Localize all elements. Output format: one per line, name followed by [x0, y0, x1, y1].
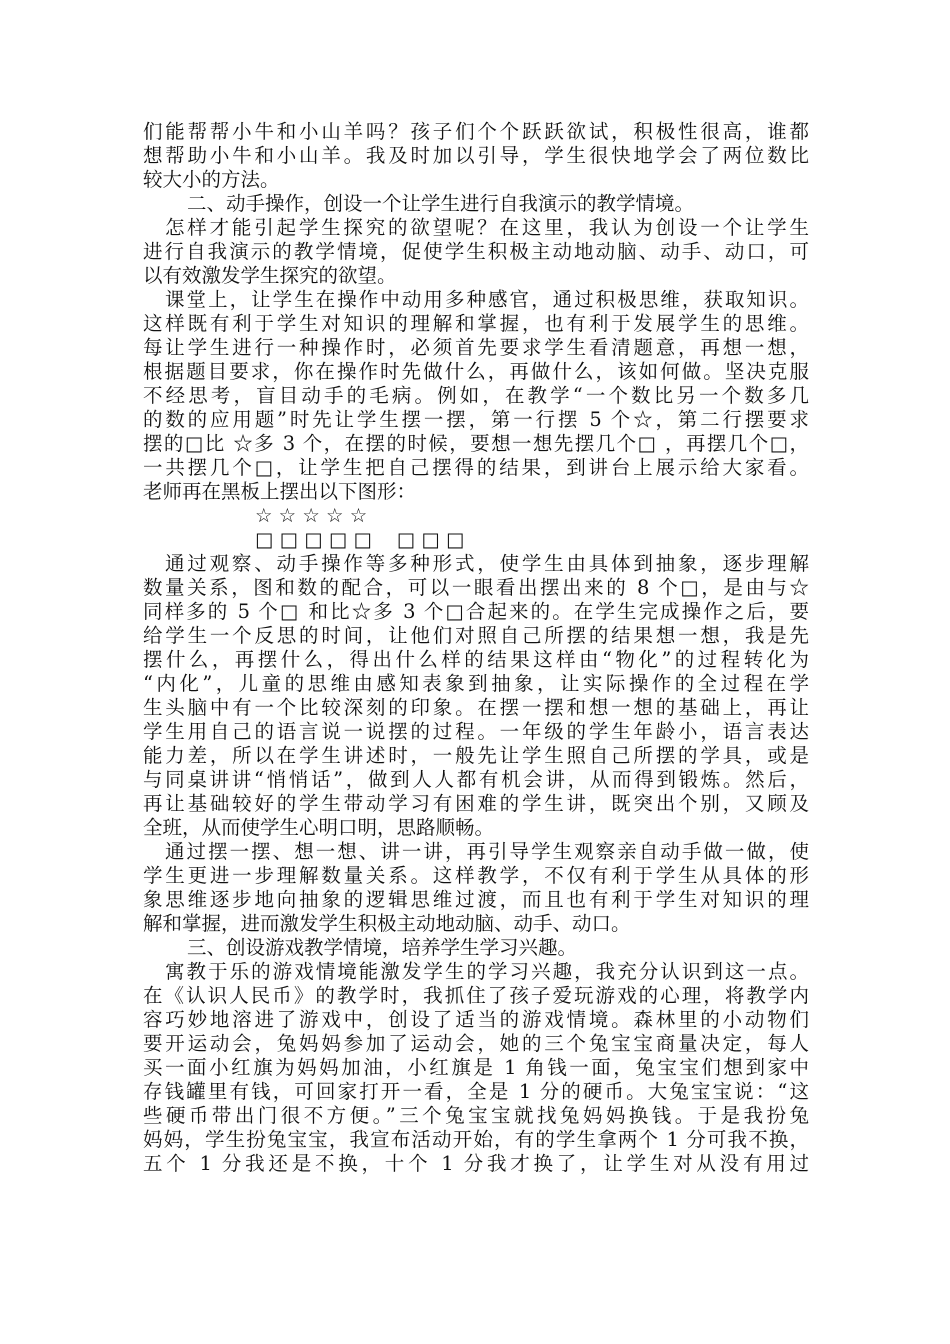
- text-line: 全班，从而使学生心明口明，思路顺畅。: [143, 816, 495, 839]
- text-line: 怎样才能引起学生探究的欲望呢？在这里，我认为创设一个让学生: [165, 216, 809, 239]
- text-line: 每让学生进行一种操作时，必须首先要求学生看清题意，再想一想，: [143, 336, 809, 359]
- text-line: 寓教于乐的游戏情境能激发学生的学习兴趣，我充分认识到这一点。: [165, 960, 809, 983]
- text-line: 在《认识人民币》的教学时，我抓住了孩子爱玩游戏的心理，将教学内: [143, 984, 809, 1007]
- paragraph-block-2: [143, 552, 809, 1176]
- text-line: 摆什么，再摆什么，得出什么样的结果这样由“物化”的过程转化为: [143, 648, 809, 671]
- text-line: 些硬币带出门很不方便。”三个兔宝宝就找兔妈妈换钱。于是我扮兔: [143, 1104, 809, 1127]
- text-line: 给学生一个反思的时间，让他们对照自己所摆的结果想一想，我是先: [143, 624, 809, 647]
- text-line: 进行自我演示的教学情境，促使学生积极主动地动脑、动手、动口，可: [143, 240, 809, 263]
- text-line: 妈妈，学生扮兔宝宝，我宣布活动开始，有的学生拿两个 1 分可我不换，: [143, 1128, 809, 1151]
- text-line: 通过摆一摆、想一想、讲一讲，再引导学生观察亲自动手做一做，使: [165, 840, 809, 863]
- text-line: 根据题目要求，你在操作时先做什么，再做什么，该如何做。坚决克服: [143, 360, 809, 383]
- star-row: ☆ ☆ ☆ ☆ ☆: [255, 504, 368, 527]
- text-line: 们能帮帮小牛和小山羊吗？孩子们个个跃跃欲试，积极性很高，谁都: [143, 120, 809, 143]
- text-line: 想帮助小牛和小山羊。我及时加以引导，学生很快地学会了两位数比: [143, 144, 809, 167]
- text-line: 摆的□比 ☆多 3 个，在摆的时候，要想一想先摆几个□ ，再摆几个□，: [143, 432, 809, 455]
- text-line: 象思维逐步地向抽象的逻辑思维过渡，而且也有利于学生对知识的理: [143, 888, 809, 911]
- text-line: 存钱罐里有钱，可回家打开一看，全是 1 分的硬币。大兔宝宝说：“这: [143, 1080, 809, 1103]
- document-page: [143, 120, 809, 1176]
- text-line: 二、动手操作，创设一个让学生进行自我演示的教学情境。: [187, 192, 695, 215]
- text-line: 五个 1 分我还是不换，十个 1 分我才换了，让学生对从没有用过: [143, 1152, 809, 1175]
- text-line: 学生更进一步理解数量关系。这样教学，不仅有利于学生从具体的形: [143, 864, 809, 887]
- text-line: 同样多的 5 个□ 和比☆多 3 个□合起来的。在学生完成操作之后，要: [143, 600, 809, 623]
- text-line: 课堂上，让学生在操作中动用多种感官，通过积极思维，获取知识。: [165, 288, 809, 311]
- text-line: 一共摆几个□，让学生把自己摆得的结果，到讲台上展示给大家看。: [143, 456, 809, 479]
- text-line: 三、创设游戏教学情境，培养学生学习兴趣。: [187, 936, 578, 959]
- box-row: □ □ □ □ □ □ □ □: [255, 528, 465, 551]
- text-line: 生头脑中有一个比较深刻的印象。在摆一摆和想一想的基础上，再让: [143, 696, 809, 719]
- text-line: “内化”，儿童的思维由感知表象到抽象，让实际操作的全过程在学: [143, 672, 809, 695]
- text-line: 容巧妙地溶进了游戏中，创设了适当的游戏情境。森林里的小动物们: [143, 1008, 809, 1031]
- text-line: 数量关系，图和数的配合，可以一眼看出摆出来的 8 个□，是由与☆: [143, 576, 809, 599]
- text-line: 买一面小红旗为妈妈加油，小红旗是 1 角钱一面，兔宝宝们想到家中: [143, 1056, 809, 1079]
- text-line: 以有效激发学生探究的欲望。: [143, 264, 397, 287]
- text-line: 学生用自己的语言说一说摆的过程。一年级的学生年龄小，语言表达: [143, 720, 809, 743]
- text-line: 不经思考，盲目动手的毛病。例如，在教学“一个数比另一个数多几: [143, 384, 809, 407]
- text-line: 较大小的方法。: [143, 168, 280, 191]
- text-line: 与同桌讲讲“悄悄话”，做到人人都有机会讲，从而得到锻炼。然后，: [143, 768, 809, 791]
- text-line: 解和掌握，进而激发学生积极主动地动脑、动手、动口。: [143, 912, 631, 935]
- text-line: 要开运动会，兔妈妈参加了运动会，她的三个兔宝宝商量决定，每人: [143, 1032, 809, 1055]
- paragraph-block-1: [143, 120, 809, 504]
- text-line: 能力差，所以在学生讲述时，一般先让学生照自己所摆的学具，或是: [143, 744, 809, 767]
- text-line: 通过观察、动手操作等多种形式，使学生由具体到抽象，逐步理解: [165, 552, 809, 575]
- text-line: 老师再在黑板上摆出以下图形：: [143, 480, 417, 503]
- text-line: 再让基础较好的学生带动学习有困难的学生讲，既突出个别，又顾及: [143, 792, 809, 815]
- text-line: 的数的应用题”时先让学生摆一摆，第一行摆 5 个☆，第二行摆要求: [143, 408, 809, 431]
- text-line: 这样既有利于学生对知识的理解和掌握，也有利于发展学生的思维。: [143, 312, 809, 335]
